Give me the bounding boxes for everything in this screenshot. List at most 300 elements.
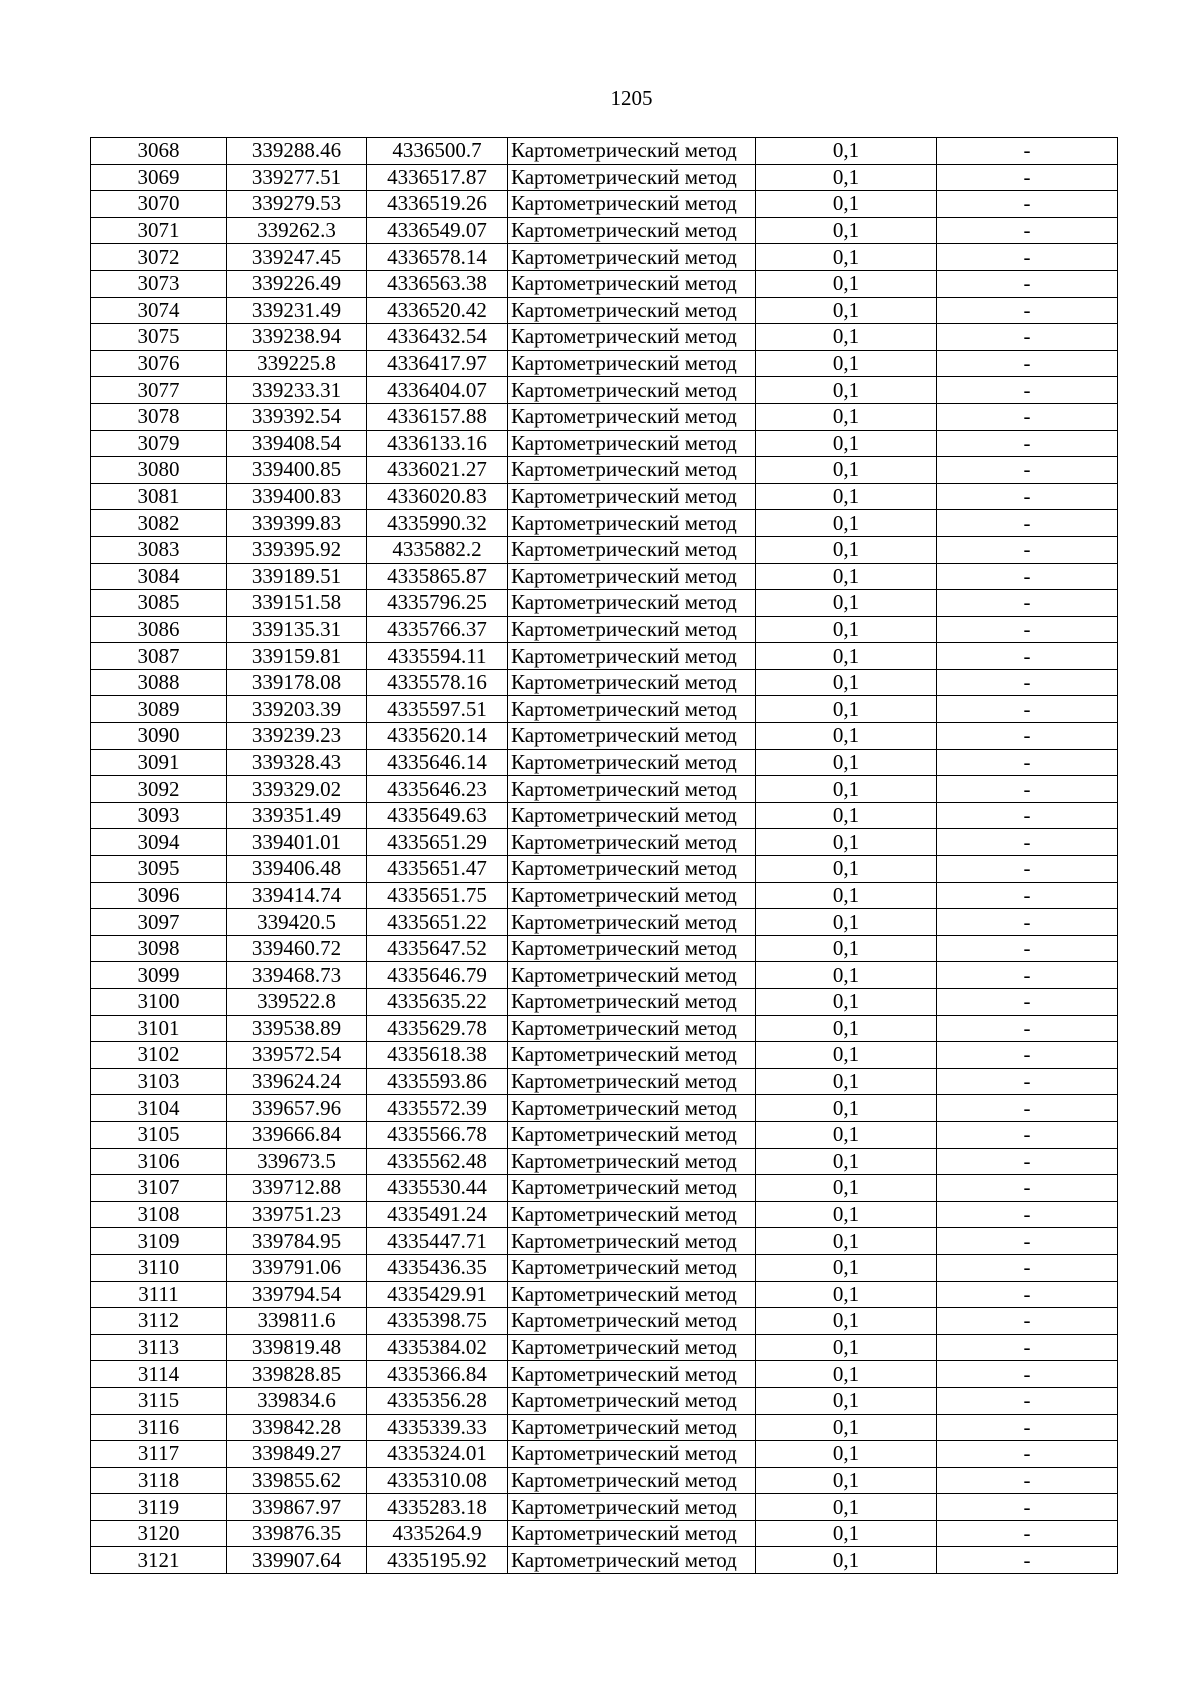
accuracy-cell: 0,1 xyxy=(756,989,937,1016)
point-number-cell: 3100 xyxy=(91,989,227,1016)
point-number-cell: 3106 xyxy=(91,1148,227,1175)
note-cell: - xyxy=(937,1121,1118,1148)
point-number-cell: 3082 xyxy=(91,510,227,537)
accuracy-cell: 0,1 xyxy=(756,430,937,457)
x-coordinate-cell: 339751.23 xyxy=(227,1201,367,1228)
x-coordinate-cell: 339178.08 xyxy=(227,669,367,696)
note-cell: - xyxy=(937,616,1118,643)
note-cell: - xyxy=(937,1494,1118,1521)
table-row xyxy=(91,1441,1118,1468)
x-coordinate-cell: 339329.02 xyxy=(227,776,367,803)
y-coordinate-cell: 4335530.44 xyxy=(367,1175,508,1202)
table-row xyxy=(91,1308,1118,1335)
note-cell: - xyxy=(937,1547,1118,1574)
point-number-cell: 3101 xyxy=(91,1015,227,1042)
table-row xyxy=(91,1148,1118,1175)
x-coordinate-cell: 339395.92 xyxy=(227,536,367,563)
accuracy-cell: 0,1 xyxy=(756,590,937,617)
accuracy-cell: 0,1 xyxy=(756,164,937,191)
method-cell: Картометрический метод xyxy=(508,749,756,776)
method-cell: Картометрический метод xyxy=(508,244,756,271)
point-number-cell: 3104 xyxy=(91,1095,227,1122)
table-row xyxy=(91,935,1118,962)
y-coordinate-cell: 4335366.84 xyxy=(367,1361,508,1388)
table-row xyxy=(91,829,1118,856)
accuracy-cell: 0,1 xyxy=(756,1148,937,1175)
method-cell: Картометрический метод xyxy=(508,1121,756,1148)
accuracy-cell: 0,1 xyxy=(756,1281,937,1308)
note-cell: - xyxy=(937,510,1118,537)
x-coordinate-cell: 339159.81 xyxy=(227,643,367,670)
y-coordinate-cell: 4335646.14 xyxy=(367,749,508,776)
x-coordinate-cell: 339828.85 xyxy=(227,1361,367,1388)
point-number-cell: 3084 xyxy=(91,563,227,590)
note-cell: - xyxy=(937,377,1118,404)
note-cell: - xyxy=(937,1441,1118,1468)
point-number-cell: 3099 xyxy=(91,962,227,989)
accuracy-cell: 0,1 xyxy=(756,244,937,271)
y-coordinate-cell: 4336020.83 xyxy=(367,483,508,510)
point-number-cell: 3089 xyxy=(91,696,227,723)
accuracy-cell: 0,1 xyxy=(756,1494,937,1521)
table-row xyxy=(91,350,1118,377)
coordinates-table xyxy=(90,137,1118,1574)
y-coordinate-cell: 4335649.63 xyxy=(367,802,508,829)
y-coordinate-cell: 4336404.07 xyxy=(367,377,508,404)
note-cell: - xyxy=(937,1308,1118,1335)
table-row xyxy=(91,1095,1118,1122)
accuracy-cell: 0,1 xyxy=(756,403,937,430)
note-cell: - xyxy=(937,1228,1118,1255)
method-cell: Картометрический метод xyxy=(508,669,756,696)
accuracy-cell: 0,1 xyxy=(756,138,937,165)
note-cell: - xyxy=(937,1068,1118,1095)
method-cell: Картометрический метод xyxy=(508,510,756,537)
y-coordinate-cell: 4335447.71 xyxy=(367,1228,508,1255)
table-row xyxy=(91,802,1118,829)
table-row xyxy=(91,1414,1118,1441)
note-cell: - xyxy=(937,909,1118,936)
note-cell: - xyxy=(937,935,1118,962)
point-number-cell: 3121 xyxy=(91,1547,227,1574)
x-coordinate-cell: 339572.54 xyxy=(227,1042,367,1069)
point-number-cell: 3103 xyxy=(91,1068,227,1095)
accuracy-cell: 0,1 xyxy=(756,217,937,244)
y-coordinate-cell: 4335436.35 xyxy=(367,1254,508,1281)
accuracy-cell: 0,1 xyxy=(756,377,937,404)
accuracy-cell: 0,1 xyxy=(756,1467,937,1494)
y-coordinate-cell: 4335593.86 xyxy=(367,1068,508,1095)
note-cell: - xyxy=(937,829,1118,856)
table-row xyxy=(91,1254,1118,1281)
x-coordinate-cell: 339791.06 xyxy=(227,1254,367,1281)
point-number-cell: 3097 xyxy=(91,909,227,936)
x-coordinate-cell: 339855.62 xyxy=(227,1467,367,1494)
y-coordinate-cell: 4336563.38 xyxy=(367,270,508,297)
note-cell: - xyxy=(937,563,1118,590)
x-coordinate-cell: 339538.89 xyxy=(227,1015,367,1042)
y-coordinate-cell: 4335572.39 xyxy=(367,1095,508,1122)
point-number-cell: 3094 xyxy=(91,829,227,856)
y-coordinate-cell: 4335597.51 xyxy=(367,696,508,723)
table-row xyxy=(91,377,1118,404)
accuracy-cell: 0,1 xyxy=(756,1095,937,1122)
point-number-cell: 3085 xyxy=(91,590,227,617)
method-cell: Картометрический метод xyxy=(508,1201,756,1228)
point-number-cell: 3071 xyxy=(91,217,227,244)
table-row xyxy=(91,1467,1118,1494)
accuracy-cell: 0,1 xyxy=(756,1308,937,1335)
x-coordinate-cell: 339522.8 xyxy=(227,989,367,1016)
x-coordinate-cell: 339279.53 xyxy=(227,191,367,218)
point-number-cell: 3090 xyxy=(91,723,227,750)
table-row xyxy=(91,669,1118,696)
method-cell: Картометрический метод xyxy=(508,1467,756,1494)
note-cell: - xyxy=(937,536,1118,563)
note-cell: - xyxy=(937,1015,1118,1042)
accuracy-cell: 0,1 xyxy=(756,1520,937,1547)
note-cell: - xyxy=(937,696,1118,723)
table-row xyxy=(91,457,1118,484)
accuracy-cell: 0,1 xyxy=(756,829,937,856)
accuracy-cell: 0,1 xyxy=(756,776,937,803)
y-coordinate-cell: 4335324.01 xyxy=(367,1441,508,1468)
x-coordinate-cell: 339203.39 xyxy=(227,696,367,723)
note-cell: - xyxy=(937,138,1118,165)
method-cell: Картометрический метод xyxy=(508,1414,756,1441)
method-cell: Картометрический метод xyxy=(508,1494,756,1521)
point-number-cell: 3073 xyxy=(91,270,227,297)
note-cell: - xyxy=(937,802,1118,829)
point-number-cell: 3076 xyxy=(91,350,227,377)
note-cell: - xyxy=(937,483,1118,510)
method-cell: Картометрический метод xyxy=(508,403,756,430)
method-cell: Картометрический метод xyxy=(508,909,756,936)
method-cell: Картометрический метод xyxy=(508,1148,756,1175)
note-cell: - xyxy=(937,164,1118,191)
point-number-cell: 3095 xyxy=(91,856,227,883)
x-coordinate-cell: 339666.84 xyxy=(227,1121,367,1148)
y-coordinate-cell: 4335647.52 xyxy=(367,935,508,962)
y-coordinate-cell: 4335882.2 xyxy=(367,536,508,563)
table-row xyxy=(91,776,1118,803)
accuracy-cell: 0,1 xyxy=(756,669,937,696)
x-coordinate-cell: 339468.73 xyxy=(227,962,367,989)
point-number-cell: 3083 xyxy=(91,536,227,563)
note-cell: - xyxy=(937,457,1118,484)
y-coordinate-cell: 4335594.11 xyxy=(367,643,508,670)
point-number-cell: 3116 xyxy=(91,1414,227,1441)
accuracy-cell: 0,1 xyxy=(756,536,937,563)
y-coordinate-cell: 4336549.07 xyxy=(367,217,508,244)
method-cell: Картометрический метод xyxy=(508,1068,756,1095)
point-number-cell: 3115 xyxy=(91,1387,227,1414)
accuracy-cell: 0,1 xyxy=(756,643,937,670)
method-cell: Картометрический метод xyxy=(508,1281,756,1308)
table-row xyxy=(91,1175,1118,1202)
table-row xyxy=(91,1042,1118,1069)
y-coordinate-cell: 4335562.48 xyxy=(367,1148,508,1175)
x-coordinate-cell: 339392.54 xyxy=(227,403,367,430)
table-row xyxy=(91,1201,1118,1228)
y-coordinate-cell: 4335646.23 xyxy=(367,776,508,803)
method-cell: Картометрический метод xyxy=(508,350,756,377)
y-coordinate-cell: 4335651.22 xyxy=(367,909,508,936)
method-cell: Картометрический метод xyxy=(508,1361,756,1388)
point-number-cell: 3077 xyxy=(91,377,227,404)
table-row xyxy=(91,403,1118,430)
y-coordinate-cell: 4335283.18 xyxy=(367,1494,508,1521)
y-coordinate-cell: 4336520.42 xyxy=(367,297,508,324)
point-number-cell: 3069 xyxy=(91,164,227,191)
note-cell: - xyxy=(937,1361,1118,1388)
x-coordinate-cell: 339277.51 xyxy=(227,164,367,191)
x-coordinate-cell: 339328.43 xyxy=(227,749,367,776)
method-cell: Картометрический метод xyxy=(508,1520,756,1547)
note-cell: - xyxy=(937,297,1118,324)
point-number-cell: 3108 xyxy=(91,1201,227,1228)
method-cell: Картометрический метод xyxy=(508,616,756,643)
method-cell: Картометрический метод xyxy=(508,643,756,670)
y-coordinate-cell: 4335635.22 xyxy=(367,989,508,1016)
x-coordinate-cell: 339225.8 xyxy=(227,350,367,377)
point-number-cell: 3093 xyxy=(91,802,227,829)
accuracy-cell: 0,1 xyxy=(756,882,937,909)
method-cell: Картометрический метод xyxy=(508,882,756,909)
note-cell: - xyxy=(937,882,1118,909)
table-row xyxy=(91,643,1118,670)
x-coordinate-cell: 339135.31 xyxy=(227,616,367,643)
method-cell: Картометрический метод xyxy=(508,1441,756,1468)
method-cell: Картометрический метод xyxy=(508,138,756,165)
method-cell: Картометрический метод xyxy=(508,536,756,563)
y-coordinate-cell: 4335491.24 xyxy=(367,1201,508,1228)
table-row xyxy=(91,1494,1118,1521)
x-coordinate-cell: 339794.54 xyxy=(227,1281,367,1308)
point-number-cell: 3117 xyxy=(91,1441,227,1468)
point-number-cell: 3109 xyxy=(91,1228,227,1255)
method-cell: Картометрический метод xyxy=(508,802,756,829)
method-cell: Картометрический метод xyxy=(508,164,756,191)
accuracy-cell: 0,1 xyxy=(756,1254,937,1281)
note-cell: - xyxy=(937,749,1118,776)
point-number-cell: 3068 xyxy=(91,138,227,165)
table-row xyxy=(91,723,1118,750)
method-cell: Картометрический метод xyxy=(508,723,756,750)
note-cell: - xyxy=(937,1467,1118,1494)
table-row xyxy=(91,616,1118,643)
y-coordinate-cell: 4335766.37 xyxy=(367,616,508,643)
note-cell: - xyxy=(937,590,1118,617)
y-coordinate-cell: 4335646.79 xyxy=(367,962,508,989)
x-coordinate-cell: 339673.5 xyxy=(227,1148,367,1175)
method-cell: Картометрический метод xyxy=(508,696,756,723)
note-cell: - xyxy=(937,191,1118,218)
x-coordinate-cell: 339834.6 xyxy=(227,1387,367,1414)
page-number: 1205 xyxy=(610,86,653,110)
table-row xyxy=(91,297,1118,324)
point-number-cell: 3092 xyxy=(91,776,227,803)
point-number-cell: 3087 xyxy=(91,643,227,670)
method-cell: Картометрический метод xyxy=(508,377,756,404)
y-coordinate-cell: 4336432.54 xyxy=(367,324,508,351)
x-coordinate-cell: 339460.72 xyxy=(227,935,367,962)
method-cell: Картометрический метод xyxy=(508,191,756,218)
point-number-cell: 3079 xyxy=(91,430,227,457)
x-coordinate-cell: 339400.83 xyxy=(227,483,367,510)
y-coordinate-cell: 4335990.32 xyxy=(367,510,508,537)
method-cell: Картометрический метод xyxy=(508,1254,756,1281)
note-cell: - xyxy=(937,430,1118,457)
y-coordinate-cell: 4335429.91 xyxy=(367,1281,508,1308)
accuracy-cell: 0,1 xyxy=(756,1042,937,1069)
y-coordinate-cell: 4336157.88 xyxy=(367,403,508,430)
x-coordinate-cell: 339842.28 xyxy=(227,1414,367,1441)
note-cell: - xyxy=(937,669,1118,696)
point-number-cell: 3078 xyxy=(91,403,227,430)
x-coordinate-cell: 339262.3 xyxy=(227,217,367,244)
x-coordinate-cell: 339784.95 xyxy=(227,1228,367,1255)
accuracy-cell: 0,1 xyxy=(756,1228,937,1255)
table-row xyxy=(91,324,1118,351)
note-cell: - xyxy=(937,244,1118,271)
table-row xyxy=(91,244,1118,271)
table-row xyxy=(91,138,1118,165)
x-coordinate-cell: 339238.94 xyxy=(227,324,367,351)
accuracy-cell: 0,1 xyxy=(756,909,937,936)
note-cell: - xyxy=(937,1520,1118,1547)
note-cell: - xyxy=(937,1254,1118,1281)
x-coordinate-cell: 339624.24 xyxy=(227,1068,367,1095)
x-coordinate-cell: 339408.54 xyxy=(227,430,367,457)
point-number-cell: 3110 xyxy=(91,1254,227,1281)
table-row xyxy=(91,749,1118,776)
point-number-cell: 3075 xyxy=(91,324,227,351)
accuracy-cell: 0,1 xyxy=(756,1068,937,1095)
y-coordinate-cell: 4335339.33 xyxy=(367,1414,508,1441)
x-coordinate-cell: 339406.48 xyxy=(227,856,367,883)
accuracy-cell: 0,1 xyxy=(756,457,937,484)
x-coordinate-cell: 339414.74 xyxy=(227,882,367,909)
table-body xyxy=(91,138,1118,1574)
accuracy-cell: 0,1 xyxy=(756,1441,937,1468)
accuracy-cell: 0,1 xyxy=(756,1334,937,1361)
x-coordinate-cell: 339351.49 xyxy=(227,802,367,829)
table-row xyxy=(91,882,1118,909)
x-coordinate-cell: 339239.23 xyxy=(227,723,367,750)
accuracy-cell: 0,1 xyxy=(756,1121,937,1148)
point-number-cell: 3074 xyxy=(91,297,227,324)
note-cell: - xyxy=(937,350,1118,377)
method-cell: Картометрический метод xyxy=(508,1387,756,1414)
table-row xyxy=(91,962,1118,989)
note-cell: - xyxy=(937,1281,1118,1308)
note-cell: - xyxy=(937,1095,1118,1122)
note-cell: - xyxy=(937,1387,1118,1414)
y-coordinate-cell: 4336519.26 xyxy=(367,191,508,218)
accuracy-cell: 0,1 xyxy=(756,324,937,351)
y-coordinate-cell: 4336578.14 xyxy=(367,244,508,271)
y-coordinate-cell: 4336500.7 xyxy=(367,138,508,165)
note-cell: - xyxy=(937,403,1118,430)
method-cell: Картометрический метод xyxy=(508,217,756,244)
x-coordinate-cell: 339247.45 xyxy=(227,244,367,271)
accuracy-cell: 0,1 xyxy=(756,962,937,989)
method-cell: Картометрический метод xyxy=(508,1015,756,1042)
note-cell: - xyxy=(937,723,1118,750)
method-cell: Картометрический метод xyxy=(508,1308,756,1335)
y-coordinate-cell: 4336133.16 xyxy=(367,430,508,457)
table-row xyxy=(91,217,1118,244)
accuracy-cell: 0,1 xyxy=(756,297,937,324)
method-cell: Картометрический метод xyxy=(508,989,756,1016)
method-cell: Картометрический метод xyxy=(508,935,756,962)
y-coordinate-cell: 4335384.02 xyxy=(367,1334,508,1361)
table-row xyxy=(91,1387,1118,1414)
table-row xyxy=(91,1121,1118,1148)
accuracy-cell: 0,1 xyxy=(756,1201,937,1228)
table-row xyxy=(91,696,1118,723)
note-cell: - xyxy=(937,1042,1118,1069)
x-coordinate-cell: 339231.49 xyxy=(227,297,367,324)
table-row xyxy=(91,270,1118,297)
table-row xyxy=(91,536,1118,563)
y-coordinate-cell: 4335651.75 xyxy=(367,882,508,909)
x-coordinate-cell: 339288.46 xyxy=(227,138,367,165)
y-coordinate-cell: 4335629.78 xyxy=(367,1015,508,1042)
accuracy-cell: 0,1 xyxy=(756,749,937,776)
method-cell: Картометрический метод xyxy=(508,1228,756,1255)
point-number-cell: 3120 xyxy=(91,1520,227,1547)
x-coordinate-cell: 339400.85 xyxy=(227,457,367,484)
accuracy-cell: 0,1 xyxy=(756,191,937,218)
point-number-cell: 3112 xyxy=(91,1308,227,1335)
method-cell: Картометрический метод xyxy=(508,297,756,324)
method-cell: Картометрический метод xyxy=(508,457,756,484)
note-cell: - xyxy=(937,962,1118,989)
method-cell: Картометрический метод xyxy=(508,590,756,617)
accuracy-cell: 0,1 xyxy=(756,1547,937,1574)
accuracy-cell: 0,1 xyxy=(756,1015,937,1042)
x-coordinate-cell: 339849.27 xyxy=(227,1441,367,1468)
accuracy-cell: 0,1 xyxy=(756,1175,937,1202)
accuracy-cell: 0,1 xyxy=(756,510,937,537)
point-number-cell: 3098 xyxy=(91,935,227,962)
note-cell: - xyxy=(937,776,1118,803)
note-cell: - xyxy=(937,324,1118,351)
table-row xyxy=(91,1334,1118,1361)
x-coordinate-cell: 339876.35 xyxy=(227,1520,367,1547)
accuracy-cell: 0,1 xyxy=(756,935,937,962)
y-coordinate-cell: 4335195.92 xyxy=(367,1547,508,1574)
point-number-cell: 3088 xyxy=(91,669,227,696)
point-number-cell: 3102 xyxy=(91,1042,227,1069)
method-cell: Картометрический метод xyxy=(508,856,756,883)
accuracy-cell: 0,1 xyxy=(756,802,937,829)
note-cell: - xyxy=(937,217,1118,244)
table-row xyxy=(91,989,1118,1016)
y-coordinate-cell: 4335651.47 xyxy=(367,856,508,883)
point-number-cell: 3118 xyxy=(91,1467,227,1494)
x-coordinate-cell: 339399.83 xyxy=(227,510,367,537)
table-row xyxy=(91,1281,1118,1308)
point-number-cell: 3114 xyxy=(91,1361,227,1388)
y-coordinate-cell: 4335865.87 xyxy=(367,563,508,590)
point-number-cell: 3081 xyxy=(91,483,227,510)
point-number-cell: 3111 xyxy=(91,1281,227,1308)
x-coordinate-cell: 339811.6 xyxy=(227,1308,367,1335)
accuracy-cell: 0,1 xyxy=(756,350,937,377)
